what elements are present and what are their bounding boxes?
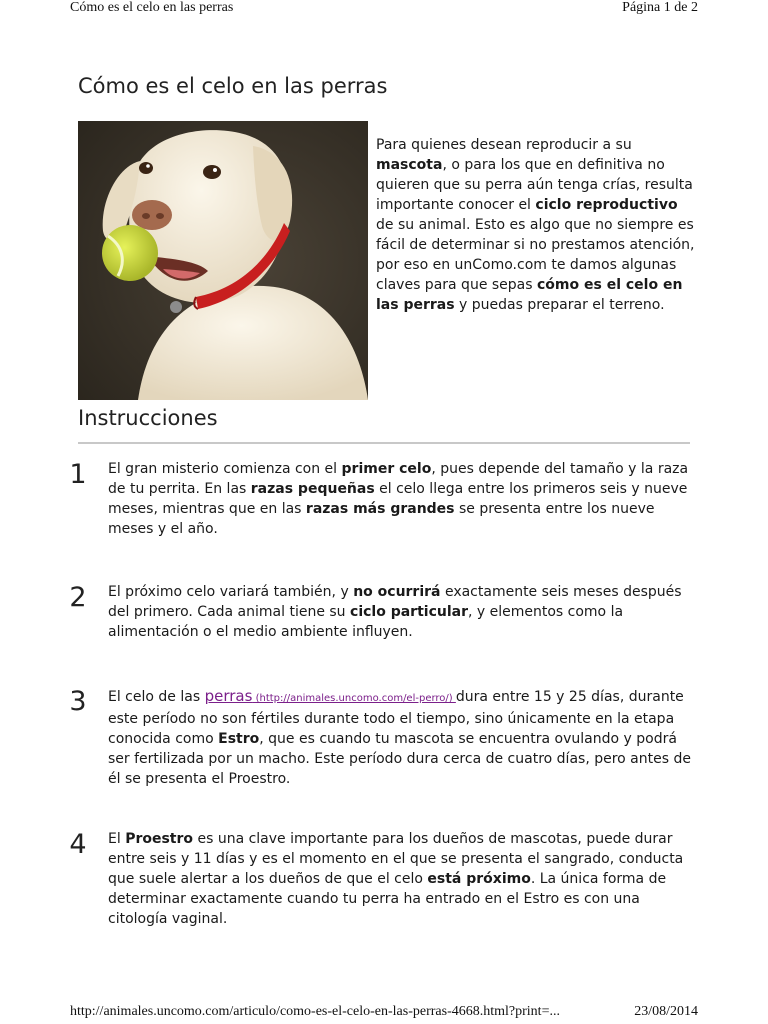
step-number: 2	[69, 582, 87, 613]
bold-term: ciclo particular	[350, 604, 468, 620]
bold-term: primer celo	[341, 461, 432, 477]
instructions-divider	[78, 442, 690, 444]
bold-term: ciclo reproductivo	[535, 197, 678, 213]
print-footer-date: 23/08/2014	[634, 1004, 698, 1019]
bold-term: cómo es el celo en las perras	[376, 277, 683, 313]
link-word: perras	[204, 687, 253, 705]
print-footer-url: http://animales.uncomo.com/articulo/como-es-el-celo-en-las-perras-4668.html?print=...	[70, 1004, 560, 1019]
article-intro: Para quienes desean reproducir a su mascota, o para los que en definitiva no quieren que su perra aún tenga crías, resulta importante conocer el ciclo reproductivo de su animal. Esto es algo que no siempre es fácil de determinar si no prestamos atención, por eso en unComo.com te damos algunas claves para que sepas cómo es el celo en las perras y puedas preparar el terreno.	[376, 137, 695, 313]
instructions-heading: Instrucciones	[78, 406, 218, 430]
article-title: Cómo es el celo en las perras	[78, 74, 388, 98]
bold-term: Proestro	[125, 831, 194, 847]
link-url: (http://animales.uncomo.com/el-perro/)	[252, 693, 456, 704]
print-header-title: Cómo es el celo en las perras	[70, 0, 234, 15]
print-header	[70, 0, 698, 18]
step-number: 4	[69, 829, 87, 860]
bold-term: Estro	[218, 731, 260, 747]
step-text: El próximo celo variará también, y no ocurrirá exactamente seis meses después del primero. Cada animal tiene su ciclo particular, y elementos como la alimentación o el medio ambiente influyen.	[108, 584, 682, 640]
perras-link[interactable]	[205, 689, 456, 705]
print-footer	[70, 1004, 698, 1022]
step-text: El Proestro es una clave importante para los dueños de mascotas, puede durar entre seis y 11 días y es el momento en el que se presenta el sangrado, conducta que suele alertar a los dueños de que el celo está próximo. La única forma de determinar exactamente cuando tu perra ha entrado en el Estro es con una citología vaginal.	[108, 831, 684, 927]
step-text: El celo de las perras (http://animales.uncomo.com/el-perro/) dura entre 15 y 25 días, durante este período no son fértiles durante todo el tiempo, sino únicamente en la etapa conocida como Estro, que es cuando tu mascota se encuentra ovulando y podrá ser fertilizada por un macho. Este período dura cerca de cuatro días, pero antes de él se presenta el Proestro.	[108, 687, 691, 787]
bold-term: razas más grandes	[305, 501, 455, 517]
print-header-page-number: Página 1 de 2	[622, 0, 698, 15]
labrador-photo	[78, 121, 368, 400]
bold-term: razas pequeñas	[250, 481, 375, 497]
bold-term: no ocurrirá	[353, 584, 441, 600]
article-image	[78, 121, 368, 400]
step-number: 1	[69, 459, 87, 490]
step-number: 3	[69, 686, 87, 717]
bold-term: está próximo	[427, 871, 531, 887]
bold-term: mascota	[376, 157, 443, 173]
step-text: El gran misterio comienza con el primer celo, pues depende del tamaño y la raza de tu perrita. En las razas pequeñas el celo llega entre los primeros seis y nueve meses, mientras que en las razas más grandes se presenta entre los nueve meses y el año.	[108, 461, 689, 537]
